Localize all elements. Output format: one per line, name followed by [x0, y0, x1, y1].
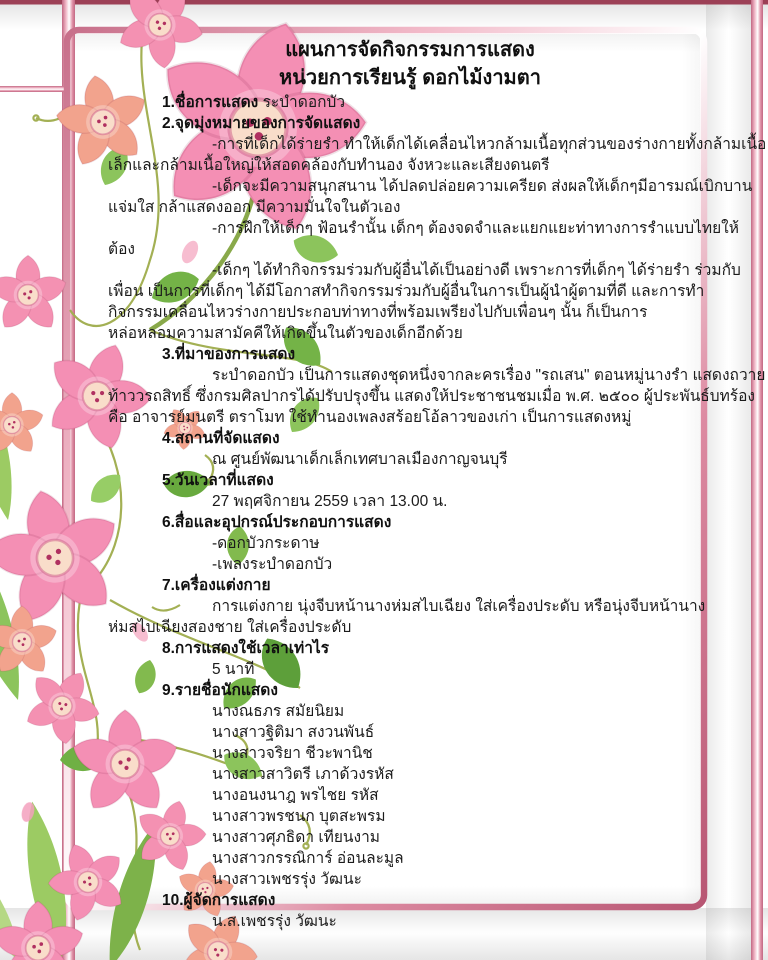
doc-line-9: -เด็กๆ ได้ทำกิจกรรมร่วมกับผู้อื่นได้เป็นอย่างดี เพราะการที่เด็กๆ ได้ร่ายรำ ร่วมกับ: [212, 262, 741, 279]
doc-line-33: นางสาวสาวิตรี เภาด้วงรหัส: [212, 766, 394, 783]
doc-line-35: นางสาวพรชนก บุตสะพรม: [212, 808, 386, 825]
doc-line-31: นางสาวฐิติมา สงวนพันธ์: [212, 724, 375, 741]
page-title: แผนการจัดกิจกรรมการแสดง: [285, 39, 535, 61]
flower-icon: [0, 393, 46, 457]
doc-line-2: 2.จุดมุ่งหมายของการจัดแสดง: [162, 115, 361, 132]
doc-line-12: หล่อหลอมความสามัคคีให้เกิดขึ้นในตัวของเด็กอีกด้วย: [108, 325, 463, 342]
doc-line-22: -ดอกบัวกระดาษ: [212, 535, 320, 552]
doc-line-18: ณ ศูนย์พัฒนาเด็กเล็กเทศบาลเมืองกาญจนบุรี: [212, 451, 508, 468]
doc-line-19: 5.วันเวลาที่แสดง: [162, 472, 274, 489]
doc-line-17: 4.สถานที่จัดแสดง: [162, 430, 280, 447]
doc-line-28: 5 นาที: [212, 661, 255, 678]
document-body: [100, 92, 767, 932]
doc-line-11: กิจกรรมเคลื่อนไหวร่างกายประกอบท่าทางที่พร้อมเพรียงไปกับเพื่อนๆ นั้น ก็เป็นการ: [108, 304, 648, 321]
doc-line-15: ท้าววรถสิทธิ์ ซึ่งกรมศิลปากรได้ปรับปรุงขึ้น แสดงให้ประชาชนชมเมื่อ พ.ศ. ๒๕๐๐ ผู้ประพันธ์บทร้อง: [108, 388, 756, 405]
doc-line-39: 10.ผู้จัดการแสดง: [162, 892, 276, 909]
doc-line-40: น.ส.เพชรรุ่ง วัฒนะ: [212, 913, 337, 930]
doc-line-23: -เพลงระบำดอกบัว: [212, 556, 333, 573]
doc-line-7: -การฝึกให้เด็กๆ ฟ้อนรำนั้น เด็กๆ ต้องจดจำและแยกแยะท่าทางการรำแบบไทยให้: [212, 220, 739, 237]
left-frame-segment: [0, 86, 64, 92]
doc-line-10: เพื่อน เป็นการที่เด็กๆ ได้มีโอกาสทำกิจกรรมร่วมกับผู้อื่นในการเป็นผู้นำผู้ตามที่ดี และการทำ: [108, 283, 705, 300]
doc-line-30: นางณธภร สมัยนิยม: [212, 703, 345, 720]
doc-line-1: 1.ชื่อการแสดง ระบำดอกบัว: [162, 94, 346, 111]
doc-line-27: 8.การแสดงใช้เวลาเท่าไร: [162, 640, 330, 657]
flower-icon: [0, 255, 69, 334]
doc-line-26: ห่มสไบเฉียงสองชาย ใส่เครื่องประดับ: [108, 619, 352, 636]
doc-line-8: ต้อง: [108, 241, 135, 258]
doc-line-20: 27 พฤศจิกายน 2559 เวลา 13.00 น.: [212, 493, 448, 510]
doc-line-14: ระบำดอกบัว เป็นการแสดงชุดหนึ่งจากละครเรื่อง "รถเสน" ตอนหมู่นางรำ แสดงถวาย: [212, 367, 766, 384]
doc-line-32: นางสาวจริยา ชีวะพานิช: [212, 745, 373, 762]
doc-line-16: คือ อาจารย์มนตรี ตราโมท ใช้ทำนองเพลงสร้อยโอ้ลาวของเก่า เป็นการแสดงหมู่: [108, 409, 632, 426]
doc-line-29: 9.รายชื่อนักแสดง: [162, 682, 278, 699]
page-subtitle: หน่วยการเรียนรู้ ดอกไม้งามตา: [279, 67, 541, 89]
doc-line-5: -เด็กจะมีความสนุกสนาน ได้ปลดปล่อยความเครียด ส่งผลให้เด็กๆมีอารมณ์เบิกบาน: [212, 178, 753, 195]
doc-line-36: นางสาวศุภธิดา เทียนงาม: [212, 829, 381, 846]
document-content: [100, 36, 767, 932]
doc-line-24: 7.เครื่องแต่งกาย: [162, 577, 271, 594]
doc-line-37: นางสาวกรรณิการ์ อ่อนละมูล: [212, 850, 404, 867]
doc-line-38: นางสาวเพชรรุ่ง วัฒนะ: [212, 871, 362, 888]
doc-line-4: เล็กและกล้ามเนื้อใหญ่ให้สอดคล้องกับทำนอง จังหวะและเสียงดนตรี: [108, 157, 550, 174]
doc-line-25: การแต่งกาย นุ่งจีบหน้านางห่มสไบเฉียง ใส่เครื่องประดับ หรือนุ่งจีบหน้านาง: [212, 598, 706, 615]
doc-line-6: แจ่มใส กล้าแสดงออก มีความมั่นใจในตัวเอง: [108, 199, 401, 216]
top-edge-strip: [0, 0, 768, 5]
doc-line-21: 6.สื่อและอุปกรณ์ประกอบการแสดง: [162, 514, 392, 531]
doc-line-34: นางอนงนาฎ พรไชย รหัส: [212, 787, 379, 804]
doc-line-3: -การที่เด็กได้ร่ายรำ ทำให้เด็กได้เคลื่อนไหวกล้ามเนื้อทุกส่วนของร่างกายทั้งกล้ามเนื้อ: [212, 136, 767, 153]
doc-line-13: 3.ที่มาของการแสดง: [162, 346, 296, 363]
